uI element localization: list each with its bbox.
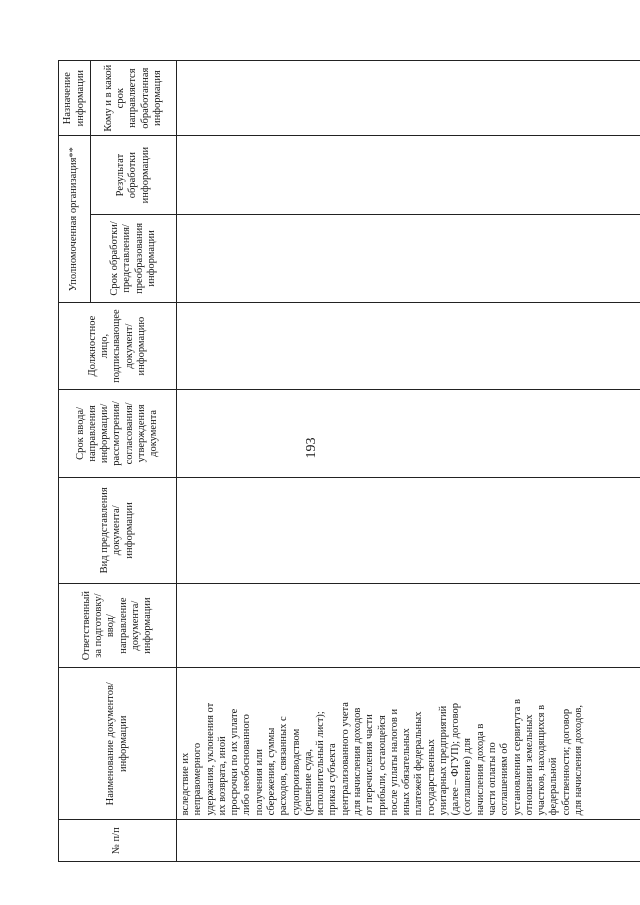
header-org-group: Уполномоченная организация** (59, 136, 91, 303)
document-table (58, 60, 640, 862)
page-number: 193 (304, 437, 319, 459)
cell-name (177, 668, 640, 820)
name-text-line: соглашениям об (499, 743, 511, 816)
header-org-processing-term: Срок обработки/ представления/ преобразования информации (91, 214, 177, 302)
name-text-line: для начисления доходов, (573, 705, 584, 816)
name-text-line: их возврата, иной (216, 736, 228, 816)
header-num: № п/п (59, 820, 177, 862)
name-text-line: иных обязательных (401, 728, 413, 816)
name-text-line: от перечисления части (364, 714, 376, 816)
name-text-line: участков, находящихся в (536, 704, 548, 816)
name-text-line: (решение суда, (302, 748, 314, 816)
name-text-line: неправомерного (192, 742, 204, 816)
name-text-line: части оплаты по (487, 742, 499, 816)
name-text-line: судопроизводством (290, 728, 302, 816)
header-purpose-to-whom: Кому и в какой срок направляется обработанная информация (91, 61, 177, 136)
header-org-result: Результат обработки информации (91, 136, 177, 214)
header-kind: Вид представления документа/ информации (59, 477, 177, 584)
cell-official (177, 302, 640, 389)
cell-purpose-to-whom (177, 61, 640, 136)
name-text-line: вследствие их (180, 752, 191, 816)
name-text-line: исполнительный лист); (315, 711, 327, 816)
name-text-line: просрочки по их уплате (229, 708, 241, 816)
cell-deadline (177, 390, 640, 477)
name-text-line: прибыли, остающейся (376, 715, 388, 816)
header-responsible: Ответственный за подготовку/ ввод/ направление документа/ информации (59, 584, 177, 668)
header-row-1 (59, 61, 91, 862)
name-text-line: федеральной (548, 757, 560, 816)
cell-org-result (177, 136, 640, 214)
table-row (177, 61, 640, 862)
header-name: Наименование документов/информации (59, 668, 177, 820)
name-text-line: удержания, уклонения от (204, 702, 216, 816)
name-text-line: приказ субъекта (327, 743, 339, 816)
cell-kind (177, 477, 640, 584)
name-text-line: после уплаты налогов и (388, 708, 400, 816)
rotated-table-container (58, 60, 640, 862)
name-text-line: централизованного учета (339, 702, 351, 816)
name-text-line: унитарных предприятий (437, 705, 449, 816)
name-text-line: собственности; договор (560, 708, 572, 816)
name-text-line: сбережения, суммы (265, 727, 277, 816)
name-text-line: начисления дохода в (474, 723, 486, 816)
header-official: Должностное лицо, подписывающее документ/ информацию (59, 302, 177, 389)
cell-responsible (177, 584, 640, 668)
name-text-line: для начисления доходов (351, 707, 363, 816)
name-text-line: расходов, связанных с (278, 716, 290, 816)
name-text-line: отношении земельных (523, 714, 535, 816)
name-text-line: (далее – ФГУП); договор (450, 703, 462, 816)
name-text-line: (соглашение) для (462, 738, 474, 816)
header-deadline: Срок ввода/ направления информации/ рассмотрения/ согласования/ утверждения документа (59, 390, 177, 477)
name-text-line: установлении сервитута в (511, 699, 523, 816)
name-text-line: получения или (253, 749, 265, 816)
header-purpose-group: Назначение информации (59, 61, 91, 136)
name-text-line: платежей федеральных (413, 711, 425, 816)
cell-num (177, 820, 640, 862)
name-text-line: либо необоснованного (241, 714, 253, 816)
name-text-line: государственных (425, 739, 437, 816)
cell-org-processing-term (177, 214, 640, 302)
